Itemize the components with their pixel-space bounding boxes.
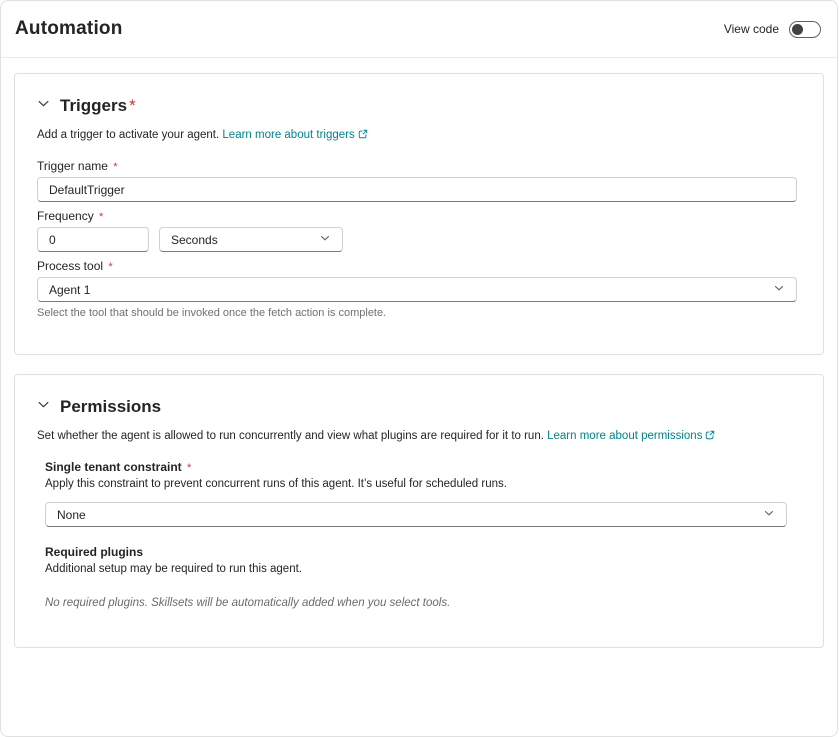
external-link-icon (358, 129, 368, 142)
view-code-toggle[interactable] (789, 21, 821, 38)
single-tenant-selected: None (57, 507, 86, 522)
header-actions (724, 21, 821, 38)
permissions-card (14, 374, 824, 648)
triggers-card (14, 73, 824, 355)
required-asterisk: * (187, 462, 192, 474)
required-asterisk: * (113, 161, 118, 173)
chevron-down-icon (37, 398, 50, 416)
single-tenant-label: Single tenant constraint * (45, 460, 192, 474)
required-asterisk: * (99, 211, 104, 223)
permissions-description: Set whether the agent is allowed to run concurrently and view what plugins are required for it to run. Learn more about permissions (37, 430, 795, 443)
toggle-knob (792, 24, 803, 35)
chevron-down-icon (37, 97, 50, 115)
required-asterisk: * (108, 261, 113, 273)
view-code-label: View code (723, 22, 779, 36)
process-tool-dropdown[interactable] (37, 277, 797, 302)
single-tenant-block (45, 460, 795, 609)
process-tool-selected: Agent 1 (49, 282, 91, 297)
frequency-unit-selected: Seconds (171, 232, 218, 247)
frequency-field (37, 209, 795, 252)
chevron-down-icon (319, 232, 331, 247)
external-link-icon (705, 430, 715, 443)
learn-more-triggers-link[interactable]: Learn more about triggers (222, 129, 355, 141)
trigger-name-label: Trigger name * (37, 159, 118, 173)
chevron-down-icon (773, 282, 785, 297)
triggers-description: Add a trigger to activate your agent. Learn more about triggers (37, 129, 795, 142)
trigger-name-input[interactable] (37, 177, 797, 202)
page-content (1, 58, 837, 648)
required-plugins-label: Required plugins (45, 545, 144, 559)
frequency-unit-dropdown[interactable] (159, 227, 343, 252)
frequency-value-input[interactable] (37, 227, 149, 252)
page-header (1, 1, 837, 58)
triggers-section-title: Triggers * (60, 96, 136, 115)
required-plugins-empty-message: No required plugins. Skillsets will be automatically added when you select tools. (45, 597, 451, 609)
learn-more-permissions-link[interactable]: Learn more about permissions (547, 430, 703, 442)
trigger-name-field (37, 159, 795, 202)
process-tool-label: Process tool * (37, 259, 113, 273)
single-tenant-description: Apply this constraint to prevent concurrent runs of this agent. It’s useful for scheduled runs. (45, 478, 507, 490)
single-tenant-dropdown[interactable] (45, 502, 787, 527)
frequency-label: Frequency * (37, 209, 104, 223)
required-asterisk: * (129, 96, 136, 115)
permissions-section-title: Permissions (60, 397, 162, 416)
triggers-section-header[interactable] (37, 96, 795, 116)
required-plugins-description: Additional setup may be required to run this agent. (45, 563, 302, 575)
permissions-section-header[interactable] (37, 397, 795, 417)
process-tool-hint: Select the tool that should be invoked once the fetch action is complete. (37, 307, 387, 319)
required-plugins-block (45, 545, 795, 609)
process-tool-field (37, 259, 795, 319)
page-title: Automation (15, 18, 123, 39)
chevron-down-icon (763, 507, 775, 522)
